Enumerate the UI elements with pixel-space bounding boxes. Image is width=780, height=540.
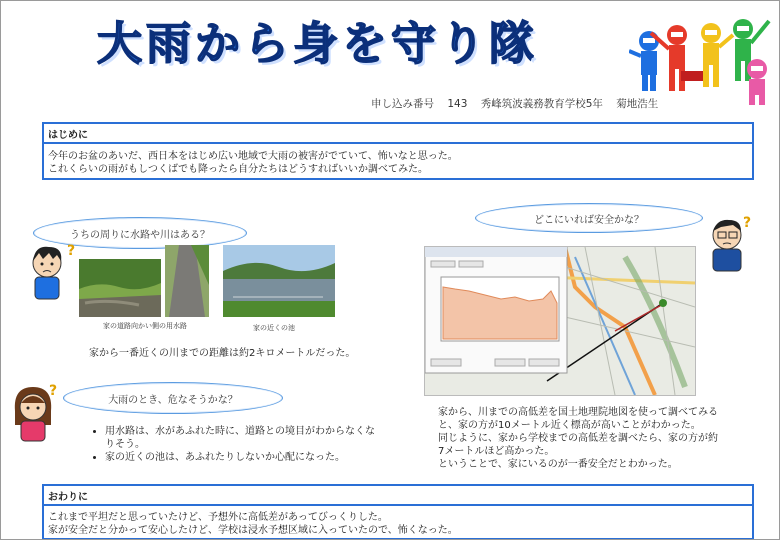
outro-line: これまで平坦だと思っていたけど、予想外に高低差があってびっくりした。 [48, 512, 388, 523]
intro-line: これくらいの雨がもしつくばでも降ったら自分たちはどうすればいいか調べてみた。 [48, 164, 428, 175]
intro-line: 今年のお盆のあいだ、西日本をはじめ広い地域で大雨の被害がでていて、怖いなと思った。 [48, 151, 458, 162]
outro-box [42, 484, 754, 540]
question-bubble-danger: 大雨のとき、危なそうかな？ [63, 382, 283, 414]
safety-findings [438, 406, 718, 471]
canal-caption: 家の道路向かい側の用水路 [103, 322, 187, 330]
boy-thinking-icon [23, 241, 75, 303]
svg-text:?: ? [67, 243, 75, 259]
entry-info [371, 96, 668, 111]
danger-findings [91, 425, 381, 464]
bullet-item: • 用水路は、水があふれた時に、道路との境目がわからなくなりそう。 [105, 425, 381, 451]
topographic-map-image [425, 247, 695, 395]
canal-photo [79, 259, 161, 317]
svg-text:?: ? [49, 383, 58, 399]
ranger-mascots-icon [629, 11, 775, 107]
outro-heading: おわりに [44, 486, 752, 506]
bullet-item: • 家の近くの池は、あふれたりしないか心配になった。 [105, 451, 381, 464]
girl-thinking-icon [7, 381, 61, 443]
man-thinking-icon [703, 213, 755, 275]
question-bubble-waterway: うちの周りに水路や川はある？ [33, 217, 247, 249]
intro-box [42, 122, 754, 180]
pond-photo [223, 245, 335, 317]
safety-line: 家から、川までの高低差を国土地理院地図を使って調べてみると、家の方が10メートル近く標高が高いことがわかった。 [438, 407, 718, 431]
question-bubble-safety: どこにいれば安全かな？ [475, 203, 703, 233]
outro-line: 家が安全だと分かって安心したけど、学校は浸水予想区域に入っていたので、怖くなった。 [48, 525, 458, 536]
entry-label: 申し込み番号 [371, 98, 434, 110]
elevation-map-screenshot [424, 246, 696, 396]
poster-title: 大雨から身を守り隊 [97, 17, 539, 70]
safety-line: 同じように、家から学校までの高低差を調べたら、家の方が約7メートルほど高かった。 [438, 433, 718, 457]
safety-line: ということで、家にいるのが一番安全だとわかった。 [438, 459, 678, 470]
entry-number: 143 [447, 98, 468, 110]
pond-caption: 家の近くの池 [253, 324, 295, 332]
entry-name: 菊地浩生 [616, 98, 659, 110]
river-distance-text: 家から一番近くの川までの距離は約2キロメートルだった。 [89, 348, 356, 359]
svg-text:?: ? [743, 215, 752, 231]
entry-school: 秀峰筑波義務教育学校5年 [480, 98, 603, 110]
road-photo [165, 245, 209, 317]
intro-heading: はじめに [44, 124, 752, 144]
